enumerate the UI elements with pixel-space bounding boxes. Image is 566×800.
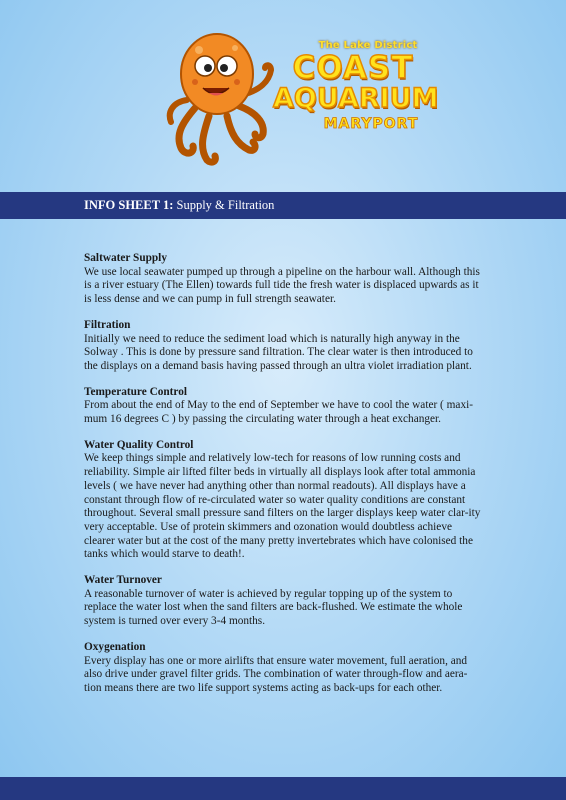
section-heading: Water Turnover [84, 574, 162, 587]
section-heading: Filtration [84, 318, 131, 331]
section-body: A reasonable turnover of water is achieved by regular topping up of the system to replace the water lost when the sand filters are back-flushed. We estimate the whole system is turned over every 3-4 months. [84, 587, 463, 628]
section-heading: Saltwater Supply [84, 252, 167, 264]
section-water-quality-control [84, 439, 484, 562]
section-body: Initially we need to reduce the sediment load which is naturally high anyway in the Solway . This is done by pressure sand filtration. The clear water is then introduced to the displays on a demand basis having passed through an ultra violet irradiation plant. [84, 332, 473, 372]
logo-place: MARYPORT [323, 116, 419, 132]
section-oxygenation [84, 641, 484, 696]
section-filtration [84, 319, 484, 374]
section-body: Every display has one or more airlifts that ensure water movement, full aeration, and also drive under gravel filter grids. The combination of water through-flow and aera-tion means there are two life support systems acting as back-ups for each other. [84, 654, 468, 694]
section-body: We keep things simple and relatively low-tech for reasons of low running costs and reliability. Simple air lifted filter beds in virtually all displays look after total ammonia levels ( we have never had anything other than normal readouts). All displays have a constant through flow of re-circulated water so water quality conditions are constant throughout. Several small pressure sand filters on the larger displays keep water clar-ity very acceptable. Use of protein skimmers and ozonation would doubtless achieve clearer water but at the cost of the many pretty invertebrates which have colonised the tanks which would starve to death!. [84, 452, 481, 561]
section-saltwater-supply [84, 252, 484, 307]
logo-name-coast: COAST [292, 50, 414, 86]
logo-name-aquarium: AQUARIUM [273, 83, 439, 114]
footer-bar [0, 777, 566, 800]
section-water-turnover [84, 574, 484, 629]
section-heading: Temperature Control [84, 385, 188, 398]
section-heading: Water Quality Control [84, 438, 194, 451]
section-heading: Oxygenation [84, 640, 146, 653]
info-sheet-header [0, 192, 566, 219]
section-body: From about the end of May to the end of September we have to cool the water ( maxi-mum 16 degrees C ) by passing the circulating water through a heat exchanger. [84, 399, 473, 426]
section-body: We use local seawater pumped up through a pipeline on the harbour wall. Although this is a river estuary (The Ellen) towards full tide the fresh water is displaced upwards as it is less dense and we can pump in full strength seawater. [84, 265, 480, 306]
info-content [84, 252, 484, 708]
logo [165, 30, 439, 170]
info-sheet-title: Supply & Filtration [176, 198, 275, 212]
logo-top-line: The Lake District [318, 40, 418, 51]
section-temperature-control [84, 386, 484, 427]
aquarium-wordmark [273, 40, 439, 160]
info-sheet-label: INFO SHEET 1: [84, 198, 174, 212]
octopus-icon [165, 30, 280, 170]
